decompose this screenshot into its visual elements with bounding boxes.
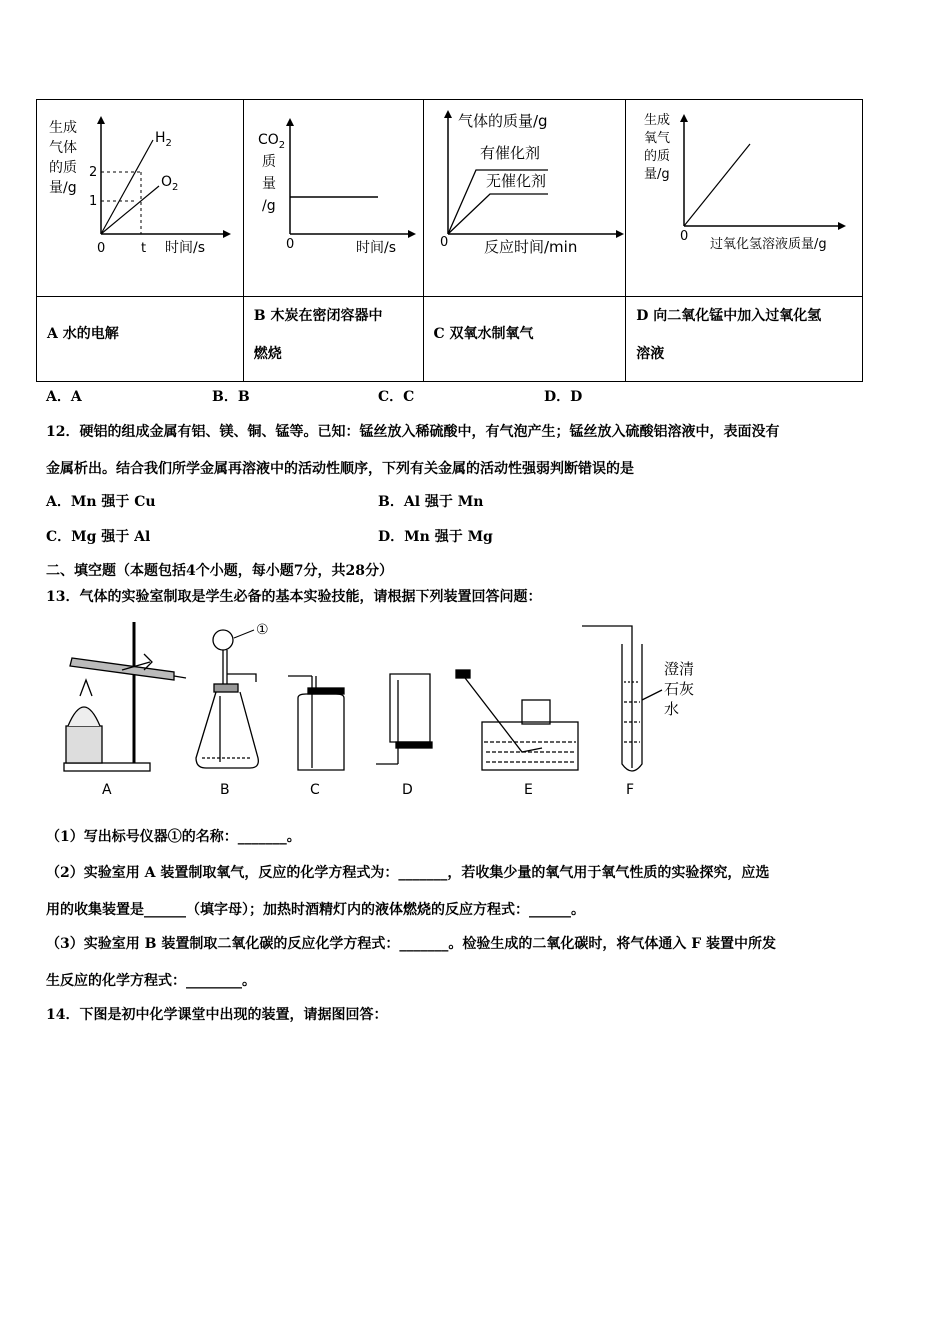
section-2-heading: 二、填空题（本题包括4个小题，每小题7分，共28分） <box>46 563 393 579</box>
graph-b-caption: B 木炭在密闭容器中 燃烧 <box>243 297 423 382</box>
graph-a-xlabel: 时间/s <box>165 240 206 256</box>
graph-d <box>626 100 862 296</box>
graph-c-curve-no-catalyst: 无催化剂 <box>485 172 546 190</box>
q11-option-c: C．C <box>378 389 415 405</box>
apparatus-label-a: A <box>102 782 112 798</box>
graph-d-ylabel-1: 生成 <box>644 113 671 128</box>
apparatus-label-e: E <box>524 782 533 798</box>
graph-b <box>244 100 423 296</box>
q11-option-a: A．A <box>46 389 82 405</box>
graph-a-ylabel-2: 气体 <box>49 140 77 156</box>
graph-b-xlabel: 时间/s <box>355 240 396 256</box>
graph-b-ylabel-co2: $CO_2$ <box>257 132 285 151</box>
apparatus-figure <box>46 618 726 804</box>
apparatus-a <box>64 622 186 771</box>
graph-d-caption: D 向二氧化锰中加入过氧化氢 溶液 <box>626 297 863 382</box>
graph-c-caption: C 双氧水制氧气 <box>423 297 626 382</box>
graph-a-tick-2: 2 <box>89 165 98 180</box>
apparatus-label-d: D <box>402 782 413 798</box>
limewater-label-2: 石灰 <box>664 680 695 698</box>
q11-option-d: D．D <box>544 389 583 405</box>
graph-d-ylabel-2: 氧气 <box>644 131 671 146</box>
apparatus-label-b: B <box>220 782 230 798</box>
apparatus-f <box>582 626 662 771</box>
apparatus-b-marker: ① <box>256 622 269 638</box>
q12-stem-line1: 12．硬铝的组成金属有铝、镁、铜、锰等。已知：锰丝放入稀硫酸中，有气泡产生；锰丝放入硫酸铝溶液中，表面没有 <box>46 424 780 440</box>
apparatus-label-f: F <box>626 782 635 798</box>
graph-a <box>37 100 243 296</box>
q13-stem: 13．气体的实验室制取是学生必备的基本实验技能，请根据下列装置回答问题： <box>46 589 542 605</box>
graph-d-xlabel: 过氧化氢溶液质量/g <box>710 237 827 252</box>
graph-b-origin: 0 <box>285 237 295 252</box>
q13-part1: （1）写出标号仪器①的名称：_______。 <box>46 829 301 845</box>
graph-c-xlabel: 反应时间/min <box>483 238 577 256</box>
graph-a-cell <box>37 100 244 297</box>
q12-stem-line2: 金属析出。结合我们所学金属再溶液中的活动性顺序，下列有关金属的活动性强弱判断错误的是 <box>46 461 634 477</box>
graph-a-tick-t: t <box>141 241 147 256</box>
graph-c-origin: 0 <box>439 235 448 250</box>
q12-option-d: D．Mn 强于 Mg <box>378 529 493 545</box>
graph-a-caption: A 水的电解 <box>37 297 244 382</box>
apparatus-e <box>456 670 578 770</box>
q12-option-b: B．Al 强于 Mn <box>378 494 484 510</box>
graph-a-tick-1: 1 <box>89 194 98 209</box>
graph-a-o2: $O_2$ <box>161 174 179 193</box>
apparatus-b <box>196 630 258 768</box>
graph-a-origin: 0 <box>97 241 106 256</box>
q14-stem: 14．下图是初中化学课堂中出现的装置，请据图回答： <box>46 1007 388 1023</box>
graph-b-ylabel-4: /g <box>261 198 276 214</box>
graph-c <box>424 100 626 296</box>
graph-a-h2: $H_2$ <box>155 130 172 149</box>
graph-b-ylabel-2: 质 <box>261 154 276 170</box>
q13-part3-line2: 生反应的化学方程式：________。 <box>46 973 256 989</box>
graph-c-cell <box>423 100 626 297</box>
graph-b-cell <box>243 100 423 297</box>
limewater-label-3: 水 <box>664 700 680 718</box>
q11-option-b: B．B <box>212 389 250 405</box>
graph-a-ylabel-4: 量/g <box>49 180 77 196</box>
graph-d-cell <box>626 100 863 297</box>
graph-c-ylabel: 气体的质量/g <box>457 112 548 130</box>
q12-option-a: A．Mn 强于 Cu <box>46 494 156 510</box>
graph-c-curve-catalyst: 有催化剂 <box>479 144 540 162</box>
graph-a-ylabel-3: 的质 <box>49 160 77 176</box>
q13-part2-line1: （2）实验室用 A 装置制取氧气，反应的化学方程式为：_______，若收集少量的氧气用于氧气性质的实验探究，应选 <box>46 865 770 881</box>
q13-part2-line2: 用的收集装置是______（填字母）；加热时酒精灯内的液体燃烧的反应方程式：______。 <box>46 902 585 918</box>
graph-d-origin: 0 <box>680 229 689 244</box>
q12-option-c: C．Mg 强于 Al <box>46 529 151 545</box>
apparatus-d <box>376 674 432 764</box>
graph-a-ylabel-1: 生成 <box>49 120 77 136</box>
apparatus-label-c: C <box>310 782 320 798</box>
graph-table <box>36 99 863 382</box>
graph-d-ylabel-3: 的质 <box>644 149 671 164</box>
graph-b-ylabel-3: 量 <box>261 176 276 192</box>
apparatus-c <box>288 676 344 770</box>
limewater-label-1: 澄清 <box>664 660 695 678</box>
q13-part3-line1: （3）实验室用 B 装置制取二氧化碳的反应化学方程式：_______。检验生成的二氧化碳时，将气体通入 F 装置中所发 <box>46 936 777 952</box>
graph-d-ylabel-4: 量/g <box>644 167 670 182</box>
